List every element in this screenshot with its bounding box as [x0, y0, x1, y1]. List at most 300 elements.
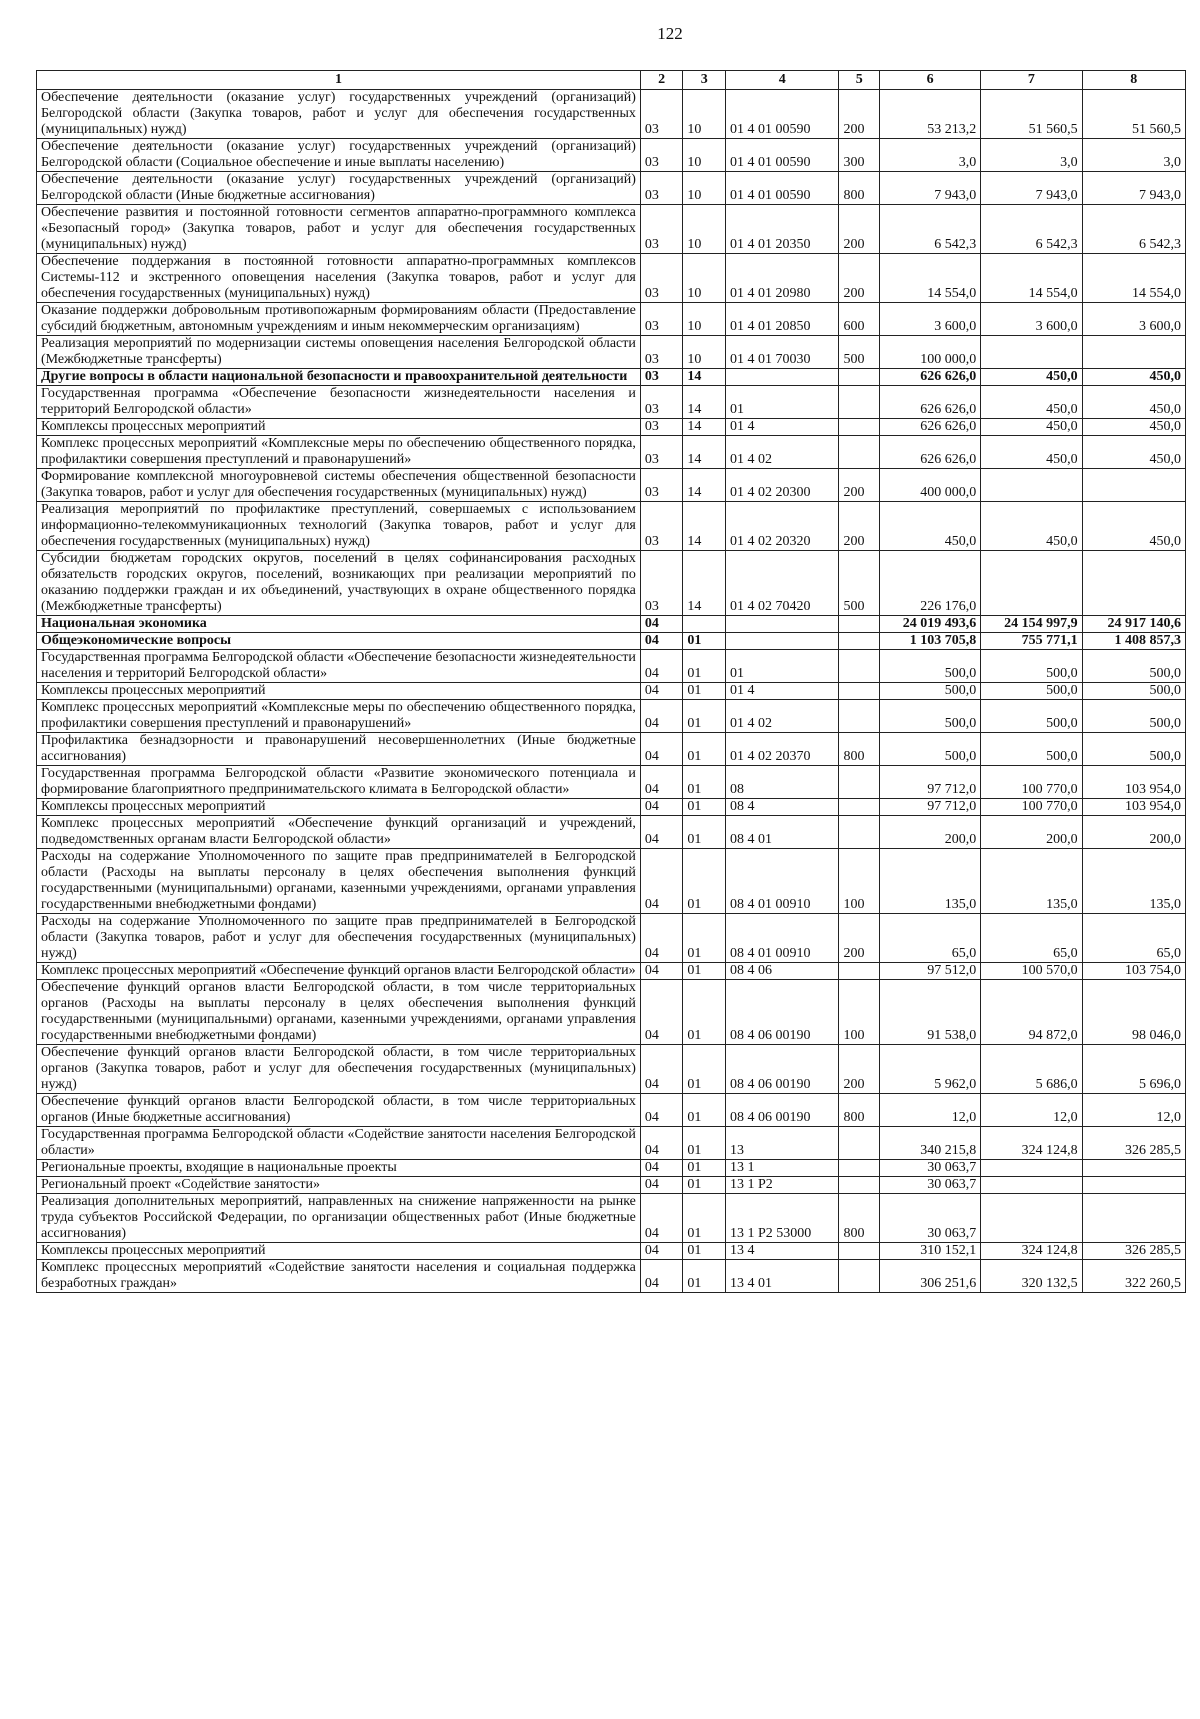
- cell-expense-type: [839, 436, 880, 469]
- cell-amount-year3: 14 554,0: [1082, 254, 1185, 303]
- cell-amount-year1: 30 063,7: [879, 1160, 980, 1177]
- row-description: Национальная экономика: [37, 616, 641, 633]
- cell-subsection: 01: [683, 650, 726, 683]
- cell-expense-type: 800: [839, 1194, 880, 1243]
- cell-expense-type: [839, 650, 880, 683]
- cell-amount-year2: 3,0: [981, 139, 1082, 172]
- cell-amount-year1: 626 626,0: [879, 436, 980, 469]
- cell-amount-year1: 500,0: [879, 683, 980, 700]
- table-row: [37, 616, 1186, 633]
- cell-amount-year3: [1082, 551, 1185, 616]
- cell-section: 04: [640, 1160, 683, 1177]
- cell-expense-type: 800: [839, 733, 880, 766]
- cell-amount-year1: 1 103 705,8: [879, 633, 980, 650]
- cell-expense-type: [839, 419, 880, 436]
- row-description: Реализация мероприятий по модернизации системы оповещения населения Белгородской области (Межбюджетные трансферты): [37, 336, 641, 369]
- cell-amount-year1: 97 712,0: [879, 766, 980, 799]
- table-row: [37, 683, 1186, 700]
- cell-amount-year3: 326 285,5: [1082, 1127, 1185, 1160]
- cell-amount-year1: 7 943,0: [879, 172, 980, 205]
- cell-target-article: 01 4 02 70420: [725, 551, 838, 616]
- cell-subsection: 10: [683, 90, 726, 139]
- row-description: Региональный проект «Содействие занятости»: [37, 1177, 641, 1194]
- cell-section: 04: [640, 963, 683, 980]
- table-header-row: [37, 71, 1186, 90]
- cell-amount-year3: 500,0: [1082, 733, 1185, 766]
- cell-subsection: 01: [683, 799, 726, 816]
- cell-subsection: 14: [683, 469, 726, 502]
- cell-subsection: 14: [683, 386, 726, 419]
- cell-amount-year3: 12,0: [1082, 1094, 1185, 1127]
- cell-amount-year2: 200,0: [981, 816, 1082, 849]
- cell-target-article: 01 4 02 20300: [725, 469, 838, 502]
- cell-amount-year3: [1082, 1177, 1185, 1194]
- table-row: [37, 386, 1186, 419]
- cell-expense-type: 500: [839, 336, 880, 369]
- row-description: Государственная программа Белгородской области «Содействие занятости населения Белгородской области»: [37, 1127, 641, 1160]
- cell-amount-year2: 51 560,5: [981, 90, 1082, 139]
- table-row: [37, 90, 1186, 139]
- cell-amount-year1: 500,0: [879, 700, 980, 733]
- cell-amount-year2: 500,0: [981, 683, 1082, 700]
- table-row: [37, 419, 1186, 436]
- row-description: Реализация мероприятий по профилактике преступлений, совершаемых с использованием информационно-телекоммуникационных технологий (Закупка товаров, работ и услуг для обеспечения государственных (муниципальных) нужд): [37, 502, 641, 551]
- table-row: [37, 633, 1186, 650]
- cell-expense-type: [839, 386, 880, 419]
- row-description: Региональные проекты, входящие в национальные проекты: [37, 1160, 641, 1177]
- cell-target-article: 13 4: [725, 1243, 838, 1260]
- row-description: Субсидии бюджетам городских округов, поселений в целях софинансирования расходных обязательств городских округов, поселений, возникающих при реализации мероприятий по оказанию поддержки граждан и их объединений, участвующих в охране общественного порядка (Межбюджетные трансферты): [37, 551, 641, 616]
- cell-amount-year2: 500,0: [981, 650, 1082, 683]
- row-description: Профилактика безнадзорности и правонарушений несовершеннолетних (Иные бюджетные ассигнования): [37, 733, 641, 766]
- cell-amount-year2: 7 943,0: [981, 172, 1082, 205]
- cell-subsection: 10: [683, 254, 726, 303]
- row-description: Комплексы процессных мероприятий: [37, 1243, 641, 1260]
- cell-expense-type: 500: [839, 551, 880, 616]
- row-description: Общеэкономические вопросы: [37, 633, 641, 650]
- cell-amount-year2: 24 154 997,9: [981, 616, 1082, 633]
- cell-section: 04: [640, 1094, 683, 1127]
- cell-target-article: 01 4: [725, 419, 838, 436]
- cell-amount-year2: 3 600,0: [981, 303, 1082, 336]
- row-description: Обеспечение деятельности (оказание услуг) государственных учреждений (организаций) Белгородской области (Закупка товаров, работ и услуг для обеспечения государственных (муниципальных) нужд): [37, 90, 641, 139]
- cell-target-article: 13 1 Р2: [725, 1177, 838, 1194]
- table-row: [37, 700, 1186, 733]
- cell-expense-type: 100: [839, 849, 880, 914]
- table-body: [37, 90, 1186, 1293]
- cell-amount-year3: 103 754,0: [1082, 963, 1185, 980]
- cell-amount-year3: 65,0: [1082, 914, 1185, 963]
- cell-section: 04: [640, 1177, 683, 1194]
- column-header-4: 4: [725, 71, 838, 90]
- cell-amount-year1: 97 712,0: [879, 799, 980, 816]
- cell-section: 03: [640, 303, 683, 336]
- cell-amount-year3: 322 260,5: [1082, 1260, 1185, 1293]
- cell-section: 04: [640, 650, 683, 683]
- cell-amount-year3: 450,0: [1082, 419, 1185, 436]
- cell-target-article: 01 4 01 00590: [725, 90, 838, 139]
- cell-section: 03: [640, 336, 683, 369]
- cell-amount-year1: 91 538,0: [879, 980, 980, 1045]
- cell-amount-year1: 6 542,3: [879, 205, 980, 254]
- column-header-3: 3: [683, 71, 726, 90]
- cell-section: 03: [640, 502, 683, 551]
- cell-section: 04: [640, 683, 683, 700]
- cell-amount-year2: 14 554,0: [981, 254, 1082, 303]
- cell-expense-type: [839, 1177, 880, 1194]
- row-description: Обеспечение функций органов власти Белгородской области, в том числе территориальных органов (Иные бюджетные ассигнования): [37, 1094, 641, 1127]
- cell-target-article: 01 4 02 20370: [725, 733, 838, 766]
- cell-section: 03: [640, 469, 683, 502]
- cell-amount-year3: 450,0: [1082, 386, 1185, 419]
- row-description: Расходы на содержание Уполномоченного по защите прав предпринимателей в Белгородской области (Расходы на выплаты персоналу в целях обеспечения выполнения функций государственными (муниципальными) органами, казенными учреждениями, органами управления государственными внебюджетными фондами): [37, 849, 641, 914]
- cell-amount-year1: 500,0: [879, 733, 980, 766]
- cell-target-article: 01: [725, 650, 838, 683]
- table-row: [37, 254, 1186, 303]
- cell-subsection: 01: [683, 683, 726, 700]
- cell-target-article: 01 4 01 20850: [725, 303, 838, 336]
- cell-subsection: 01: [683, 766, 726, 799]
- cell-section: 04: [640, 980, 683, 1045]
- cell-amount-year1: 30 063,7: [879, 1177, 980, 1194]
- row-description: Государственная программа Белгородской области «Обеспечение безопасности жизнедеятельности населения и территорий Белгородской области»: [37, 650, 641, 683]
- table-row: [37, 172, 1186, 205]
- cell-amount-year2: 5 686,0: [981, 1045, 1082, 1094]
- cell-amount-year1: 24 019 493,6: [879, 616, 980, 633]
- cell-amount-year2: 94 872,0: [981, 980, 1082, 1045]
- cell-section: 04: [640, 733, 683, 766]
- cell-section: 04: [640, 1243, 683, 1260]
- cell-amount-year1: 340 215,8: [879, 1127, 980, 1160]
- table-row: [37, 436, 1186, 469]
- cell-amount-year1: 450,0: [879, 502, 980, 551]
- column-header-7: 7: [981, 71, 1082, 90]
- row-description: Обеспечение поддержания в постоянной готовности аппаратно-программных комплексов Системы-112 и экстренного оповещения населения (Закупка товаров, работ и услуг для обеспечения государственных (муниципальных) нужд): [37, 254, 641, 303]
- cell-subsection: 14: [683, 551, 726, 616]
- table-row: [37, 1094, 1186, 1127]
- row-description: Формирование комплексной многоуровневой системы обеспечения общественной безопасности (Закупка товаров, работ и услуг для обеспечения государственных (муниципальных) нужд): [37, 469, 641, 502]
- column-header-2: 2: [640, 71, 683, 90]
- cell-amount-year2: [981, 1194, 1082, 1243]
- cell-amount-year3: 3 600,0: [1082, 303, 1185, 336]
- cell-target-article: 01 4 01 00590: [725, 139, 838, 172]
- table-row: [37, 766, 1186, 799]
- table-row: [37, 1127, 1186, 1160]
- row-description: Обеспечение деятельности (оказание услуг) государственных учреждений (организаций) Белгородской области (Социальное обеспечение и иные выплаты населению): [37, 139, 641, 172]
- cell-subsection: 01: [683, 1194, 726, 1243]
- cell-target-article: 01: [725, 386, 838, 419]
- table-row: [37, 799, 1186, 816]
- cell-subsection: 01: [683, 963, 726, 980]
- cell-expense-type: [839, 633, 880, 650]
- cell-amount-year3: 98 046,0: [1082, 980, 1185, 1045]
- cell-subsection: 01: [683, 633, 726, 650]
- table-row: [37, 1177, 1186, 1194]
- cell-subsection: 10: [683, 336, 726, 369]
- cell-amount-year2: 65,0: [981, 914, 1082, 963]
- cell-section: 03: [640, 551, 683, 616]
- cell-amount-year3: [1082, 1194, 1185, 1243]
- cell-subsection: 01: [683, 816, 726, 849]
- cell-amount-year2: 450,0: [981, 502, 1082, 551]
- cell-target-article: 13 1: [725, 1160, 838, 1177]
- cell-amount-year3: 326 285,5: [1082, 1243, 1185, 1260]
- cell-subsection: [683, 616, 726, 633]
- cell-section: 03: [640, 254, 683, 303]
- cell-amount-year2: 324 124,8: [981, 1127, 1082, 1160]
- cell-amount-year1: 626 626,0: [879, 369, 980, 386]
- cell-amount-year2: 100 770,0: [981, 766, 1082, 799]
- cell-section: 04: [640, 1260, 683, 1293]
- cell-subsection: 01: [683, 1045, 726, 1094]
- cell-amount-year2: 755 771,1: [981, 633, 1082, 650]
- row-description: Государственная программа Белгородской области «Развитие экономического потенциала и формирование благоприятного предпринимательского климата в Белгородской области»: [37, 766, 641, 799]
- table-row: [37, 469, 1186, 502]
- cell-amount-year1: 626 626,0: [879, 419, 980, 436]
- cell-section: 04: [640, 1127, 683, 1160]
- table-row: [37, 551, 1186, 616]
- cell-subsection: 01: [683, 700, 726, 733]
- table-row: [37, 1260, 1186, 1293]
- cell-amount-year1: 3,0: [879, 139, 980, 172]
- cell-amount-year1: 30 063,7: [879, 1194, 980, 1243]
- cell-target-article: 08: [725, 766, 838, 799]
- cell-amount-year3: 7 943,0: [1082, 172, 1185, 205]
- cell-subsection: 14: [683, 502, 726, 551]
- cell-subsection: 01: [683, 1260, 726, 1293]
- table-row: [37, 1243, 1186, 1260]
- cell-target-article: [725, 369, 838, 386]
- cell-amount-year2: 500,0: [981, 700, 1082, 733]
- cell-section: 04: [640, 766, 683, 799]
- cell-expense-type: 200: [839, 502, 880, 551]
- cell-amount-year1: 226 176,0: [879, 551, 980, 616]
- table-row: [37, 914, 1186, 963]
- cell-subsection: 01: [683, 1127, 726, 1160]
- table-row: [37, 303, 1186, 336]
- cell-expense-type: 100: [839, 980, 880, 1045]
- cell-expense-type: 200: [839, 469, 880, 502]
- cell-amount-year1: 65,0: [879, 914, 980, 963]
- cell-expense-type: 800: [839, 1094, 880, 1127]
- cell-subsection: 14: [683, 436, 726, 469]
- cell-section: 03: [640, 369, 683, 386]
- cell-target-article: 01 4 02 20320: [725, 502, 838, 551]
- cell-amount-year2: 500,0: [981, 733, 1082, 766]
- row-description: Государственная программа «Обеспечение безопасности жизнедеятельности населения и территорий Белгородской области»: [37, 386, 641, 419]
- cell-amount-year1: 53 213,2: [879, 90, 980, 139]
- cell-amount-year3: 500,0: [1082, 700, 1185, 733]
- row-description: Комплексы процессных мероприятий: [37, 419, 641, 436]
- row-description: Другие вопросы в области национальной безопасности и правоохранительной деятельности: [37, 369, 641, 386]
- row-description: Комплекс процессных мероприятий «Обеспечение функций органов власти Белгородской области»: [37, 963, 641, 980]
- table-row: [37, 502, 1186, 551]
- cell-amount-year1: 500,0: [879, 650, 980, 683]
- cell-amount-year2: 100 570,0: [981, 963, 1082, 980]
- cell-target-article: 13 1 Р2 53000: [725, 1194, 838, 1243]
- column-header-6: 6: [879, 71, 980, 90]
- cell-subsection: 01: [683, 980, 726, 1045]
- cell-subsection: 01: [683, 1160, 726, 1177]
- cell-expense-type: [839, 766, 880, 799]
- cell-expense-type: 200: [839, 1045, 880, 1094]
- cell-target-article: 08 4 01 00910: [725, 849, 838, 914]
- cell-amount-year3: [1082, 469, 1185, 502]
- cell-section: 04: [640, 1045, 683, 1094]
- table-row: [37, 980, 1186, 1045]
- cell-target-article: 13: [725, 1127, 838, 1160]
- cell-target-article: 08 4 01 00910: [725, 914, 838, 963]
- table-row: [37, 336, 1186, 369]
- cell-target-article: 01 4 02: [725, 436, 838, 469]
- table-row: [37, 139, 1186, 172]
- cell-expense-type: [839, 816, 880, 849]
- cell-amount-year1: 97 512,0: [879, 963, 980, 980]
- cell-expense-type: [839, 1160, 880, 1177]
- row-description: Комплекс процессных мероприятий «Содействие занятости населения и социальная поддержка безработных граждан»: [37, 1260, 641, 1293]
- cell-section: 04: [640, 616, 683, 633]
- cell-section: 03: [640, 386, 683, 419]
- row-description: Комплекс процессных мероприятий «Комплексные меры по обеспечению общественного порядка, профилактики совершения преступлений и правонарушений»: [37, 700, 641, 733]
- cell-amount-year2: 450,0: [981, 419, 1082, 436]
- cell-expense-type: [839, 963, 880, 980]
- cell-target-article: 01 4 01 20350: [725, 205, 838, 254]
- table-row: [37, 963, 1186, 980]
- cell-subsection: 14: [683, 369, 726, 386]
- row-description: Оказание поддержки добровольным противопожарным формированиям области (Предоставление субсидий бюджетным, автономным учреждениям и иным некоммерческим организациям): [37, 303, 641, 336]
- cell-expense-type: 200: [839, 254, 880, 303]
- table-row: [37, 1194, 1186, 1243]
- cell-amount-year1: 626 626,0: [879, 386, 980, 419]
- cell-target-article: [725, 633, 838, 650]
- cell-target-article: 01 4 01 20980: [725, 254, 838, 303]
- cell-target-article: 08 4: [725, 799, 838, 816]
- row-description: Расходы на содержание Уполномоченного по защите прав предпринимателей в Белгородской области (Закупка товаров, работ и услуг для обеспечения государственных (муниципальных) нужд): [37, 914, 641, 963]
- cell-section: 03: [640, 139, 683, 172]
- cell-subsection: 01: [683, 1243, 726, 1260]
- cell-target-article: 08 4 06: [725, 963, 838, 980]
- table-row: [37, 369, 1186, 386]
- cell-amount-year3: 103 954,0: [1082, 766, 1185, 799]
- cell-target-article: [725, 616, 838, 633]
- row-description: Комплексы процессных мероприятий: [37, 799, 641, 816]
- cell-target-article: 01 4: [725, 683, 838, 700]
- cell-section: 03: [640, 205, 683, 254]
- cell-amount-year1: 306 251,6: [879, 1260, 980, 1293]
- table-row: [37, 816, 1186, 849]
- cell-amount-year3: 24 917 140,6: [1082, 616, 1185, 633]
- cell-amount-year2: 450,0: [981, 386, 1082, 419]
- cell-expense-type: [839, 616, 880, 633]
- cell-amount-year3: 3,0: [1082, 139, 1185, 172]
- row-description: Комплексы процессных мероприятий: [37, 683, 641, 700]
- cell-subsection: 01: [683, 914, 726, 963]
- cell-amount-year3: 500,0: [1082, 683, 1185, 700]
- cell-amount-year2: 324 124,8: [981, 1243, 1082, 1260]
- cell-amount-year1: 12,0: [879, 1094, 980, 1127]
- cell-expense-type: 300: [839, 139, 880, 172]
- cell-amount-year3: 200,0: [1082, 816, 1185, 849]
- cell-amount-year3: 103 954,0: [1082, 799, 1185, 816]
- cell-amount-year3: 450,0: [1082, 369, 1185, 386]
- cell-amount-year3: 135,0: [1082, 849, 1185, 914]
- budget-table: [36, 70, 1186, 1293]
- cell-amount-year2: 135,0: [981, 849, 1082, 914]
- cell-subsection: 01: [683, 1094, 726, 1127]
- cell-subsection: 01: [683, 733, 726, 766]
- cell-subsection: 10: [683, 303, 726, 336]
- cell-amount-year3: [1082, 1160, 1185, 1177]
- cell-amount-year3: 450,0: [1082, 436, 1185, 469]
- cell-amount-year2: [981, 336, 1082, 369]
- cell-subsection: 10: [683, 172, 726, 205]
- cell-section: 03: [640, 172, 683, 205]
- cell-subsection: 14: [683, 419, 726, 436]
- table-row: [37, 733, 1186, 766]
- cell-expense-type: [839, 1243, 880, 1260]
- cell-target-article: 01 4 01 70030: [725, 336, 838, 369]
- page-number: 122: [657, 24, 683, 43]
- cell-expense-type: 200: [839, 205, 880, 254]
- cell-amount-year1: 200,0: [879, 816, 980, 849]
- cell-expense-type: 800: [839, 172, 880, 205]
- row-description: Обеспечение функций органов власти Белгородской области, в том числе территориальных органов (Расходы на выплаты персоналу в целях обеспечения выполнения функций государственными (муниципальными) органами, казенными учреждениями, органами управления государственными внебюджетными фондами): [37, 980, 641, 1045]
- cell-subsection: 10: [683, 139, 726, 172]
- cell-target-article: 08 4 06 00190: [725, 980, 838, 1045]
- row-description: Обеспечение деятельности (оказание услуг) государственных учреждений (организаций) Белгородской области (Иные бюджетные ассигнования): [37, 172, 641, 205]
- table-row: [37, 849, 1186, 914]
- cell-expense-type: 600: [839, 303, 880, 336]
- column-header-8: 8: [1082, 71, 1185, 90]
- cell-section: 04: [640, 816, 683, 849]
- cell-amount-year3: 1 408 857,3: [1082, 633, 1185, 650]
- column-header-5: 5: [839, 71, 880, 90]
- cell-amount-year2: 450,0: [981, 436, 1082, 469]
- cell-target-article: 01 4 01 00590: [725, 172, 838, 205]
- cell-section: 04: [640, 700, 683, 733]
- cell-section: 04: [640, 1194, 683, 1243]
- cell-expense-type: [839, 700, 880, 733]
- cell-target-article: 08 4 06 00190: [725, 1045, 838, 1094]
- cell-expense-type: [839, 799, 880, 816]
- cell-amount-year2: 100 770,0: [981, 799, 1082, 816]
- cell-amount-year1: 5 962,0: [879, 1045, 980, 1094]
- cell-amount-year3: [1082, 336, 1185, 369]
- cell-subsection: 01: [683, 849, 726, 914]
- cell-section: 04: [640, 914, 683, 963]
- cell-expense-type: [839, 1260, 880, 1293]
- column-header-1: 1: [37, 71, 641, 90]
- cell-amount-year3: 6 542,3: [1082, 205, 1185, 254]
- cell-amount-year1: 100 000,0: [879, 336, 980, 369]
- cell-amount-year2: 450,0: [981, 369, 1082, 386]
- cell-expense-type: [839, 369, 880, 386]
- table-row: [37, 650, 1186, 683]
- cell-subsection: 10: [683, 205, 726, 254]
- cell-target-article: 08 4 01: [725, 816, 838, 849]
- cell-amount-year3: 5 696,0: [1082, 1045, 1185, 1094]
- cell-section: 04: [640, 799, 683, 816]
- cell-amount-year1: 135,0: [879, 849, 980, 914]
- cell-amount-year1: 400 000,0: [879, 469, 980, 502]
- row-description: Комплекс процессных мероприятий «Комплексные меры по обеспечению общественного порядка, профилактики совершения преступлений и правонарушений»: [37, 436, 641, 469]
- table-row: [37, 205, 1186, 254]
- cell-target-article: 01 4 02: [725, 700, 838, 733]
- table-row: [37, 1160, 1186, 1177]
- cell-expense-type: 200: [839, 914, 880, 963]
- cell-amount-year2: 6 542,3: [981, 205, 1082, 254]
- cell-amount-year2: [981, 469, 1082, 502]
